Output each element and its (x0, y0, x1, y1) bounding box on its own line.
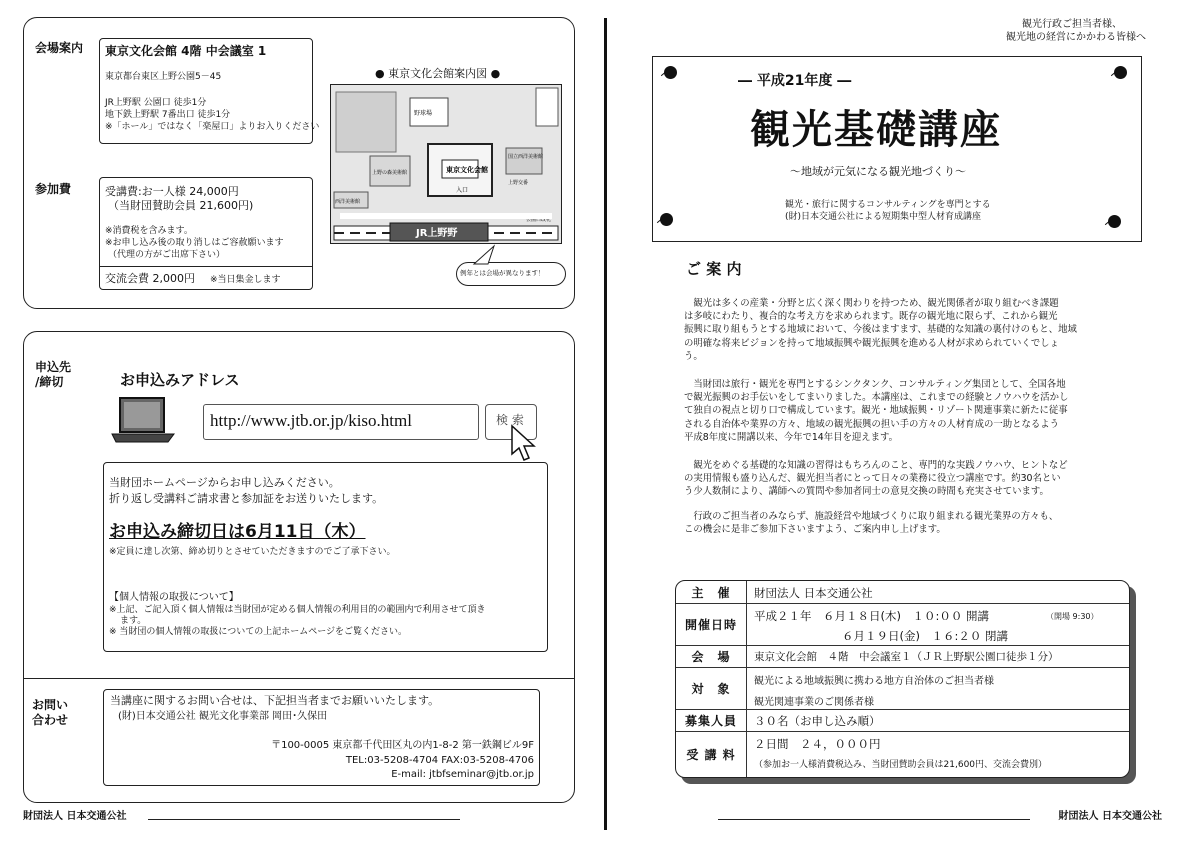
info-row-date (676, 603, 1129, 646)
info-key: 会 場 (676, 645, 747, 667)
url-text: http://www.jtb.or.jp/kiso.html (210, 411, 412, 430)
map-note-pointer (470, 244, 510, 266)
search-button-label: 検 索 (496, 413, 524, 427)
guide-line: される自治体や業界の方々、地域の観光振興の担い手の方々の人材育成の一助となるよう (684, 418, 1060, 430)
right-footer: 財団法人 日本交通公社 (1058, 811, 1162, 822)
info-value: 観光関連事業のご関係者様 (754, 697, 874, 708)
course-subtitle: ～地域が元気になる観光地づくり～ (790, 165, 966, 178)
guide-paragraph-2 (684, 378, 1106, 444)
map-entrance-label: 入口 (456, 187, 469, 194)
privacy-line1b: ます。 (120, 616, 147, 626)
map-hall-label: 東京文化会館 (446, 166, 488, 174)
venue-map (330, 84, 562, 244)
guide-heading: ご 案 内 (686, 260, 742, 278)
map-park-label: 公園口改札 (526, 217, 552, 223)
contact-label-2: 合わせ (32, 713, 69, 727)
pin-icon (660, 213, 673, 226)
course-year: ― 平成21年度 ― (738, 73, 852, 89)
privacy-title: 【個人情報の取扱について】 (109, 592, 239, 603)
contact-address: 〒100-0005 東京都千代田区丸の内1-8-2 第一鉄鋼ビル9F (271, 740, 534, 751)
audience-line1: 観光行政ご担当者様、 (1022, 19, 1122, 30)
info-row-fee (676, 731, 1129, 777)
info-row-target (676, 667, 1129, 710)
left-footer: 財団法人 日本交通公社 (23, 811, 127, 822)
guide-line: う。 (684, 350, 703, 362)
info-value: ６月１９日(金) １６:２０ 閉講 (842, 629, 1009, 643)
map-museum-label: 西洋美術館 (335, 199, 361, 205)
info-row-organizer (676, 581, 1129, 604)
guide-line: 振興に取り組もうとする地域において、今後はますます、基礎的な知識の裏付けのもと、地域 (684, 324, 1077, 336)
venue-access-jr: JR上野駅 公園口 徒歩1分 (105, 98, 207, 108)
info-value: ３０名（お申し込み順） (754, 714, 881, 728)
guide-line: は多岐にわたり、複合的な考え方を求められます。既存の観光地に限らず、これから観光 (684, 311, 1058, 323)
info-value-note: （開場 9:30） (1046, 612, 1099, 621)
apply-deadline: お申込み締切日は6月11日（木） (109, 522, 366, 542)
guide-line: 当財団は旅行・観光を専門とするシンクタンク、コンサルティング集団として、全国各地 (684, 379, 1066, 390)
course-info-table (675, 580, 1130, 778)
contact-email[interactable]: E-mail: jtbfseminar@jtb.or.jp (391, 769, 534, 780)
course-desc2: (財)日本交通公社による短期集中型人材育成講座 (785, 212, 982, 222)
venue-label: 会場案内 (35, 41, 84, 55)
info-row-capacity (676, 709, 1129, 732)
guide-line: 平成8年度に開講以来、今年で14年目を迎えます。 (684, 431, 899, 443)
fee-exchange-note: ※当日集金します (210, 275, 281, 285)
guide-paragraph-1 (684, 297, 1106, 363)
fee-cancel2: （代理の方がご出席下さい） (108, 250, 226, 260)
map-zoo-label: 上野の森美術館 (372, 170, 408, 176)
page-divider (604, 18, 607, 830)
guide-line: で観光振興のお手伝いをしてまいりました。本講座は、これまでの経験とノウハウを活かし (684, 392, 1069, 404)
map-koban-label: 上野交番 (508, 180, 529, 186)
fee-line1: 受講費:お一人様 24,000円 (105, 185, 239, 198)
contact-label-1: お問い (32, 698, 69, 712)
cursor-arrow-icon (508, 424, 540, 464)
info-value-note: （参加お一人様消費税込み、当財団賛助会員は21,600円、交流会費別） (754, 760, 1048, 770)
venue-note: ※「ホール」ではなく「楽屋口」よりお入りください (105, 122, 320, 132)
laptop-icon (110, 396, 180, 446)
fee-tax: ※消費税を含みます。 (105, 226, 193, 236)
left-footer-rule (148, 819, 460, 820)
course-desc1: 観光・旅行に関するコンサルティングを専門とする (785, 200, 991, 210)
guide-line: の実用情報も盛り込んだ、観光担当者にとって日々の業務に役立つ講座です。約30名とい (684, 473, 1061, 485)
contact-tel: TEL:03-5208-4704 FAX:03-5208-4706 (345, 755, 534, 766)
info-value: 財団法人 日本交通公社 (754, 586, 873, 600)
map-station-label: JR上野野 (416, 228, 458, 239)
info-value: 東京文化会館 ４階 中会議室１（ＪＲ上野駅公園口徒歩１分） (754, 651, 1059, 663)
pin-icon (664, 66, 677, 79)
apply-contact-divider (23, 678, 575, 679)
course-title: 観光基礎講座 (750, 106, 1002, 153)
info-key: 開催日時 (676, 603, 747, 645)
info-value: 観光による地域振興に携わる地方自治体のご担当者様 (754, 676, 994, 687)
fee-exchange-divider (99, 266, 313, 267)
privacy-line2: ※ 当財団の個人情報の取扱についての上記ホームページをご覧ください。 (109, 627, 408, 637)
fee-cancel1: ※お申し込み後の取り消しはご容赦願います (105, 238, 284, 248)
venue-address: 東京都台東区上野公園5－45 (105, 72, 222, 82)
info-key: 対 象 (676, 667, 747, 709)
guide-line: 行政のご担当者のみならず、施設経営や地域づくりに取り組まれる観光業界の方々も、 (684, 511, 1059, 522)
venue-name: 東京文化会館 4階 中会議室 1 (105, 44, 267, 58)
apply-deadline-note: ※定員に達し次第、締め切りとさせていただきますのでご了承下さい。 (109, 547, 396, 557)
pin-icon (1108, 215, 1121, 228)
map-note: 例年とは会場が異なります！ (460, 269, 545, 277)
pin-icon (1114, 66, 1127, 79)
guide-line: て独自の視点と切り口で構成しています。観光・地域振興・リゾート関連事業に新たに従事 (684, 405, 1068, 417)
info-key: 受 講 料 (676, 731, 747, 777)
info-value: ２日間 ２４，０００円 (754, 737, 881, 751)
guide-line: の明確な将来ビジョンを持って地域振興や観光振興を進める人材が求められていくでしょ (684, 337, 1059, 349)
contact-line2: (財)日本交通公社 観光文化事業部 岡田･久保田 (118, 711, 328, 722)
apply-title: お申込みアドレス (120, 371, 240, 389)
apply-msg2: 折り返し受講料ご請求書と参加証をお送りいたします。 (109, 492, 384, 505)
privacy-line1: ※上記、ご記入頂く個人情報は当財団が定める個人情報の利用目的の範囲内で利用させて頂き (109, 605, 486, 615)
apply-msg1: 当財団ホームページからお申し込みください。 (109, 476, 340, 489)
guide-line: 観光をめぐる基礎的な知識の習得はもちろんのこと、専門的な実践ノウハウ、ヒントなど (684, 460, 1068, 471)
info-value: 平成２１年 ６月１８日(木) １０:００ 開講 (754, 609, 990, 623)
guide-line: 観光は多くの産業・分野と広く深く関わりを持つため、観光関係者が取り組むべき課題 (684, 298, 1059, 309)
fee-line2: （当財団賛助会員 21,600円) (108, 199, 254, 212)
guide-paragraph-3 (684, 459, 1106, 499)
guide-line: この機会に是非ご参加下さいますよう、ご案内申し上げます。 (684, 524, 946, 536)
map-baseball-label: 野球場 (414, 110, 433, 117)
guide-paragraph-4 (684, 510, 1106, 536)
apply-label-2: /締切 (35, 375, 64, 389)
venue-access-subway: 地下鉄上野駅 7番出口 徒歩1分 (105, 110, 231, 120)
guide-line: う少人数制により、講師への質問や参加者同士の意見交換の時間も充実させています。 (684, 486, 1049, 498)
info-key: 募集人員 (676, 709, 747, 731)
contact-line1: 当講座に関するお問い合せは、下記担当者までお願いいたします。 (110, 694, 440, 707)
info-row-venue (676, 645, 1129, 668)
fee-exchange: 交流会費 2,000円 (105, 272, 195, 285)
audience-line2: 観光地の経営にかかわる皆様へ (1006, 32, 1146, 43)
info-key: 主 催 (676, 581, 747, 603)
apply-label-1: 申込先 (35, 360, 72, 374)
right-footer-rule (718, 819, 1030, 820)
map-nat-museum-label: 国立西洋美術館 (508, 154, 544, 160)
map-title: ● 東京文化会館案内図 ● (375, 67, 501, 80)
fee-label: 参加費 (35, 182, 72, 196)
